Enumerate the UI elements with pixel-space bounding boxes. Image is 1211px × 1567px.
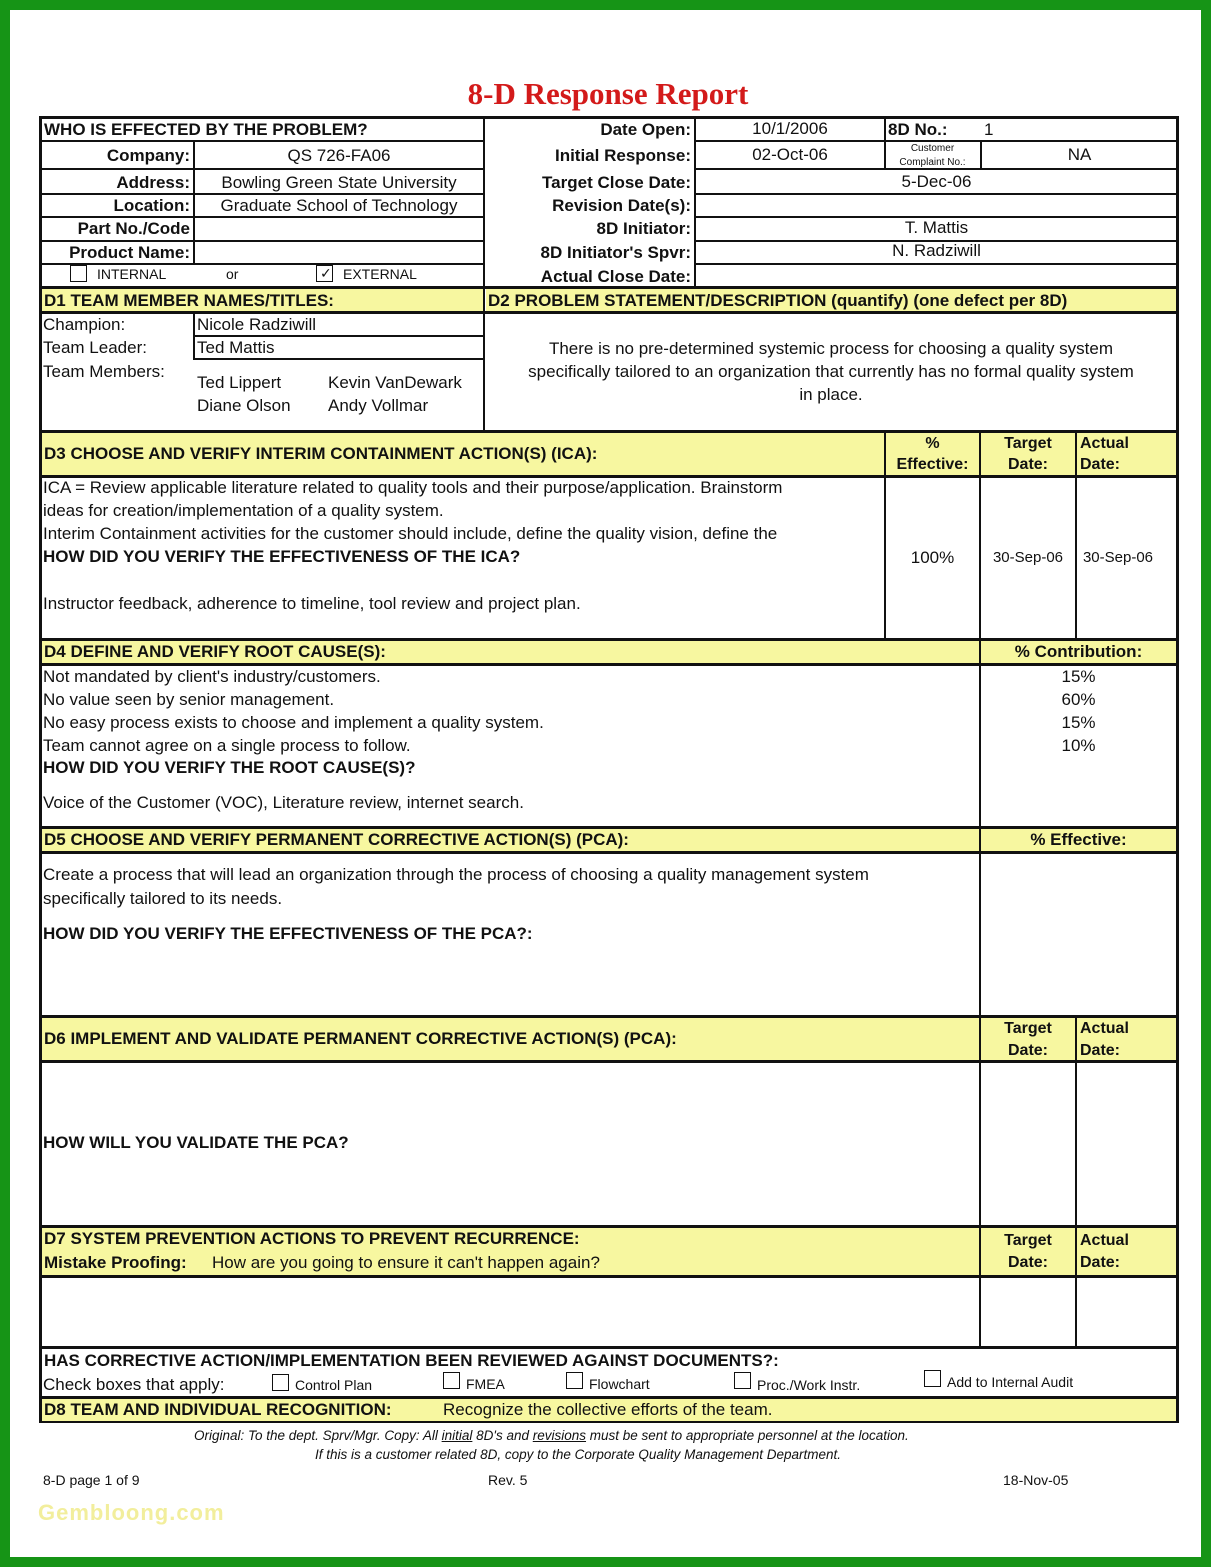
ica-text-line: ideas for creation/implementation of a quality system. — [43, 501, 444, 520]
revision-dates-label: Revision Date(s): — [552, 196, 691, 215]
flowchart-label: Flowchart — [589, 1376, 650, 1392]
contribution-label: % Contribution: — [1014, 642, 1143, 661]
date-open-field[interactable]: 10/1/2006 — [752, 119, 828, 138]
d6-target-label: Date: — [1007, 1042, 1048, 1059]
initiator-spvr-label: 8D Initiator's Spvr: — [540, 243, 691, 262]
section-line — [40, 311, 1178, 314]
d7-heading: D7 SYSTEM PREVENTION ACTIONS TO PREVENT RECURRENCE: — [44, 1229, 580, 1248]
customer-complaint-label-1: Customer — [910, 143, 955, 154]
section-line — [40, 1275, 1178, 1278]
team-members-label: Team Members: — [43, 362, 165, 381]
company-field[interactable]: QS 726-FA06 — [287, 146, 391, 165]
proc-work-instr-label: Proc./Work Instr. — [757, 1377, 861, 1393]
8d-no-field[interactable]: 1 — [984, 120, 994, 139]
customer-copy-note: If this is a customer related 8D, copy to the Corporate Quality Management Department. — [315, 1447, 841, 1462]
root-cause-pct[interactable]: 10% — [1061, 736, 1096, 755]
champion-field[interactable]: Nicole Radziwill — [197, 315, 317, 334]
d5-heading: D5 CHOOSE AND VERIFY PERMANENT CORRECTIVE ACTION(S) (PCA): — [44, 830, 629, 849]
grid-line — [1075, 1227, 1077, 1347]
proc-work-instr-checkbox[interactable] — [734, 1372, 751, 1389]
d8-heading: D8 TEAM AND INDIVIDUAL RECOGNITION: — [44, 1400, 392, 1419]
d7-target-label: Date: — [1007, 1254, 1048, 1271]
d7-target-label: Target — [1004, 1232, 1052, 1249]
initial-response-label: Initial Response: — [554, 146, 691, 165]
ica-pct-effective[interactable]: 100% — [910, 548, 955, 567]
footer-date: 18-Nov-05 — [1003, 1472, 1069, 1488]
d6-actual-label: Date: — [1080, 1042, 1121, 1059]
team-leader-label: Team Leader: — [43, 338, 147, 357]
d6-actual-label: Actual — [1080, 1020, 1129, 1037]
section-line — [40, 1225, 1178, 1228]
d3-pct-label: % — [925, 435, 940, 452]
customer-complaint-field[interactable]: NA — [1067, 145, 1092, 164]
date-open-label: Date Open: — [600, 120, 691, 139]
team-member[interactable]: Andy Vollmar — [328, 396, 429, 415]
mistake-proofing-label: Mistake Proofing: — [44, 1253, 187, 1272]
pca-text-line: specifically tailored to its needs. — [43, 889, 283, 908]
grid-line — [193, 312, 195, 359]
validate-pca-question: HOW WILL YOU VALIDATE THE PCA? — [43, 1133, 349, 1152]
d6-target-label: Target — [1004, 1020, 1052, 1037]
d4-heading: D4 DEFINE AND VERIFY ROOT CAUSE(S): — [44, 642, 386, 661]
grid-line — [694, 193, 1178, 195]
root-cause-pct[interactable]: 15% — [1061, 713, 1096, 732]
customer-complaint-label-2: Complaint No.: — [899, 157, 966, 168]
pca-effective-label: % Effective: — [1030, 830, 1127, 849]
actual-close-label: Actual Close Date: — [540, 267, 691, 286]
initial-response-field[interactable]: 02-Oct-06 — [752, 145, 828, 164]
grid-line — [40, 193, 484, 195]
ica-verify-question: HOW DID YOU VERIFY THE EFFECTIVENESS OF THE ICA? — [43, 547, 521, 566]
grid-line — [694, 263, 1178, 265]
page-number: 8-D page 1 of 9 — [43, 1472, 140, 1488]
target-close-label: Target Close Date: — [542, 173, 691, 192]
d8-text: Recognize the collective efforts of the team. — [443, 1400, 773, 1419]
fmea-checkbox[interactable] — [443, 1372, 460, 1389]
mistake-proofing-question: How are you going to ensure it can't happen again? — [212, 1253, 600, 1272]
grid-line — [694, 140, 1178, 142]
location-label: Location: — [113, 196, 190, 215]
pca-verify-question: HOW DID YOU VERIFY THE EFFECTIVENESS OF THE PCA?: — [43, 924, 533, 943]
section-line — [40, 638, 1178, 641]
grid-line — [979, 828, 981, 1017]
distribution-note: Original: To the dept. Sprv/Mgr. Copy: All initial 8D's and revisions must be sent to appropriate personnel at the location. — [194, 1428, 909, 1443]
team-member[interactable]: Diane Olson — [197, 396, 291, 415]
d3-actual-label: Date: — [1080, 456, 1121, 473]
section-line — [40, 663, 1178, 666]
fmea-label: FMEA — [466, 1376, 505, 1392]
review-heading: HAS CORRECTIVE ACTION/IMPLEMENTATION BEEN REVIEWED AGAINST DOCUMENTS?: — [44, 1351, 779, 1370]
control-plan-label: Control Plan — [295, 1377, 373, 1393]
problem-statement-line: There is no pre-determined systemic process for choosing a quality system — [548, 339, 1114, 358]
grid-line — [483, 288, 485, 432]
ica-text-line: ICA = Review applicable literature related to quality tools and their purpose/application. Brainstorm — [43, 478, 783, 497]
root-cause-verify-question: HOW DID YOU VERIFY THE ROOT CAUSE(S)? — [43, 758, 416, 777]
grid-line — [40, 140, 42, 264]
product-name-label: Product Name: — [69, 243, 190, 262]
grid-line — [1075, 432, 1077, 640]
section-line — [40, 1015, 1178, 1018]
grid-line — [193, 335, 484, 337]
initiator-spvr-field[interactable]: N. Radziwill — [892, 241, 981, 260]
flowchart-checkbox[interactable] — [566, 1372, 583, 1389]
location-field[interactable]: Graduate School of Technology — [220, 196, 458, 215]
external-label: EXTERNAL — [343, 266, 417, 282]
grid-line — [193, 140, 195, 264]
address-label: Address: — [116, 173, 190, 192]
control-plan-checkbox[interactable] — [272, 1374, 289, 1391]
grid-line — [40, 263, 484, 265]
d3-heading: D3 CHOOSE AND VERIFY INTERIM CONTAINMENT ACTION(S) (ICA): — [44, 444, 598, 463]
d3-actual-label: Actual — [1080, 435, 1129, 452]
grid-line — [193, 358, 484, 360]
address-field[interactable]: Bowling Green State University — [221, 173, 457, 192]
grid-line — [40, 240, 484, 242]
root-cause: No value seen by senior management. — [43, 690, 335, 709]
root-cause: Team cannot agree on a single process to follow. — [43, 736, 411, 755]
team-leader-field[interactable]: Ted Mattis — [197, 338, 275, 357]
root-cause: No easy process exists to choose and implement a quality system. — [43, 713, 544, 732]
or-label: or — [226, 266, 239, 282]
ica-verify-answer: Instructor feedback, adherence to timeline, tool review and project plan. — [43, 594, 581, 613]
section-line — [40, 851, 1178, 854]
watermark: Gembloong.com — [38, 1500, 225, 1525]
root-cause-pct[interactable]: 60% — [1061, 690, 1096, 709]
section-line — [40, 430, 1178, 433]
grid-line — [1075, 1017, 1077, 1226]
internal-audit-checkbox[interactable] — [924, 1370, 941, 1387]
target-close-field[interactable]: 5-Dec-06 — [901, 172, 972, 191]
section-line — [40, 1396, 1178, 1399]
problem-statement-line: in place. — [799, 385, 863, 404]
pca-text-line: Create a process that will lead an organization through the process of choosing a quality management system — [43, 865, 869, 884]
report-title: 8-D Response Report — [467, 76, 749, 111]
grid-line — [40, 140, 484, 142]
grid-line — [40, 168, 484, 170]
section-line — [40, 1346, 1178, 1349]
part-no-label: Part No./Code — [77, 219, 190, 238]
8d-no-label: 8D No.: — [888, 120, 948, 139]
8d-initiator-field[interactable]: T. Mattis — [904, 218, 969, 237]
d6-heading: D6 IMPLEMENT AND VALIDATE PERMANENT CORRECTIVE ACTION(S) (PCA): — [44, 1029, 677, 1048]
d7-actual-label: Actual — [1080, 1232, 1129, 1249]
section-line — [40, 826, 1178, 829]
company-label: Company: — [106, 146, 190, 165]
grid-line — [40, 216, 484, 218]
root-cause-verify-answer: Voice of the Customer (VOC), Literature review, internet search. — [43, 793, 524, 812]
check-boxes-label: Check boxes that apply: — [43, 1375, 225, 1394]
problem-statement-line: specifically tailored to an organization that currently has no formal quality system — [528, 362, 1134, 381]
d7-actual-label: Date: — [1080, 1254, 1121, 1271]
ica-text-line: Interim Containment activities for the customer should include, define the quality vision, define the — [43, 524, 778, 543]
ica-actual-date[interactable]: 30-Sep-06 — [1082, 549, 1154, 566]
internal-label: INTERNAL — [97, 266, 167, 282]
ica-target-date[interactable]: 30-Sep-06 — [992, 549, 1064, 566]
root-cause: Not mandated by client's industry/customers. — [43, 667, 381, 686]
d1-heading: D1 TEAM MEMBER NAMES/TITLES: — [44, 291, 334, 310]
internal-checkbox[interactable] — [70, 265, 87, 282]
root-cause-pct[interactable]: 15% — [1061, 667, 1096, 686]
d3-pct-label: Effective: — [896, 456, 969, 473]
champion-label: Champion: — [43, 315, 126, 334]
who-effected-label: WHO IS EFFECTED BY THE PROBLEM? — [44, 120, 368, 139]
team-member[interactable]: Ted Lippert — [197, 373, 282, 392]
d3-target-label: Target — [1004, 435, 1052, 452]
internal-audit-label: Add to Internal Audit — [947, 1374, 1074, 1390]
d3-target-label: Date: — [1007, 456, 1048, 473]
team-member[interactable]: Kevin VanDewark — [328, 373, 462, 392]
check-mark-icon: ✓ — [320, 265, 332, 281]
8d-initiator-label: 8D Initiator: — [596, 219, 691, 238]
revision-number: Rev. 5 — [488, 1472, 528, 1488]
grid-line — [980, 140, 982, 169]
d2-heading: D2 PROBLEM STATEMENT/DESCRIPTION (quantify) (one defect per 8D) — [488, 291, 1068, 310]
